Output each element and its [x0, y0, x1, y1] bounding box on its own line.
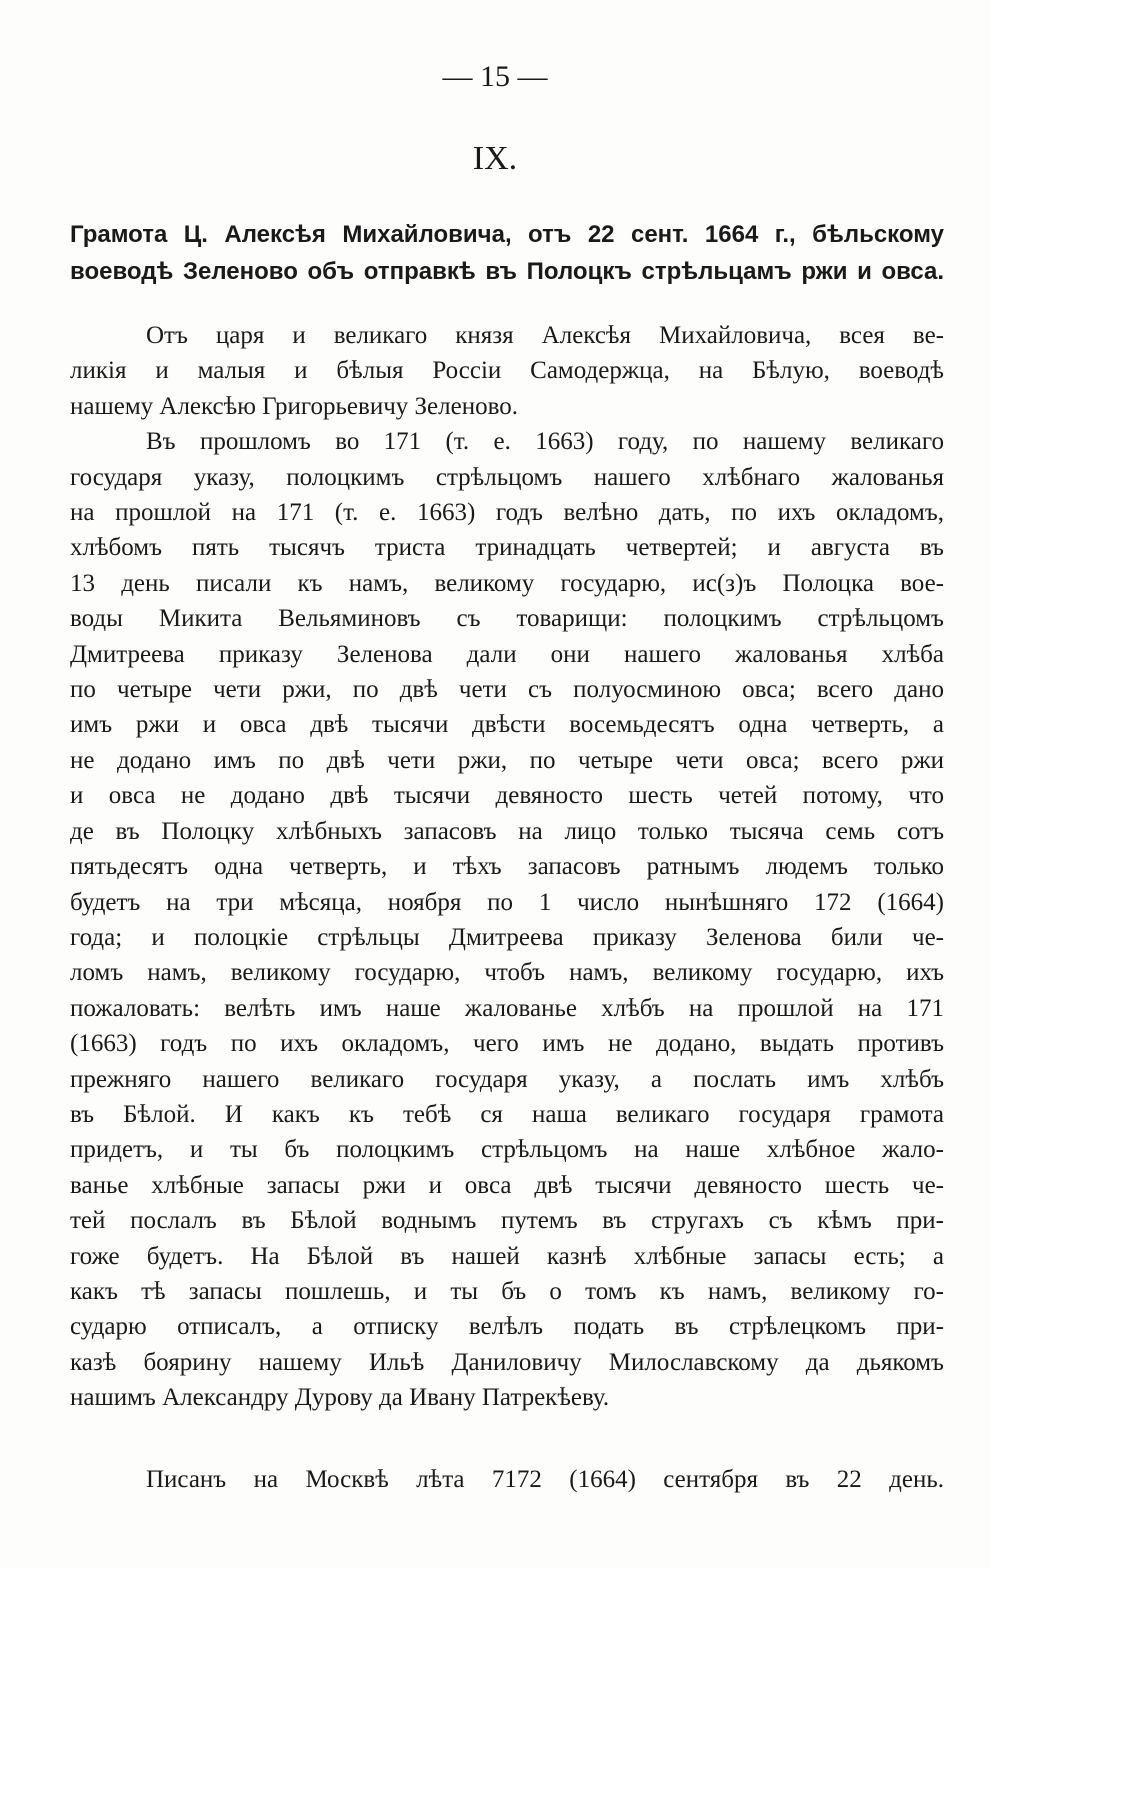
body-line: Дмитреева приказу Зеленова дали они нашего жалованья хлѣба [70, 640, 944, 668]
body-line: въ Бѣлой. И какъ къ тебѣ ся наша великаго государя грамота [70, 1100, 944, 1128]
body-line: Въ прошломъ во 171 (т. е. 1663) году, по нашему великаго [146, 428, 944, 456]
body-line: Отъ царя и великаго князя Алексѣя Михайловича, всея ве- [146, 322, 944, 349]
body-line: казѣ боярину нашему Ильѣ Даниловичу Милославскому да дьякомъ [70, 1348, 944, 1376]
title-line: воеводѣ Зеленово объ отправкѣ въ Полоцкъ стрѣльцамъ ржи и овса. [70, 258, 944, 285]
body-line: 13 день писали къ намъ, великому государю, ис(з)ъ Полоцка вое- [70, 569, 944, 597]
body-line: пожаловать: велѣть имъ наше жалованье хлѣбъ на прошлой на 171 [70, 994, 944, 1022]
section-number: IX. [472, 140, 518, 177]
body-line: имъ ржи и овса двѣ тысячи двѣсти восемьдесятъ одна четверть, а [70, 711, 944, 739]
body-line: нашему Алексѣю Григорьевичу Зеленово. [70, 392, 518, 420]
body-line: придетъ, и ты бъ полоцкимъ стрѣльцомъ на наше хлѣбное жало- [70, 1136, 944, 1164]
body-line: (1663) годъ по ихъ окладомъ, чего имъ не додано, выдать противъ [70, 1030, 944, 1058]
body-line: по четыре чети ржи, по двѣ чети съ полуосминою овса; всего дано [70, 676, 944, 704]
body-line: прежняго нашего великаго государя указу, а послать имъ хлѣбъ [70, 1065, 944, 1093]
body-line: ломъ намъ, великому государю, чтобъ намъ, великому государю, ихъ [70, 959, 944, 987]
body-line: государя указу, полоцкимъ стрѣльцомъ нашего хлѣбнаго жалованья [70, 463, 944, 491]
body-line: сударю отписалъ, а отписку велѣлъ подать въ стрѣлецкомъ при- [70, 1313, 944, 1341]
body-line: тей послалъ въ Бѣлой воднымъ путемъ въ стругахъ съ кѣмъ при- [70, 1207, 944, 1235]
body-line: нашимъ Александру Дурову да Ивану Патрекѣеву. [70, 1384, 610, 1412]
body-line: какъ тѣ запасы пошлешь, и ты бъ о томъ къ намъ, великому го- [70, 1277, 944, 1305]
body-line: и овса не додано двѣ тысячи девяносто шесть четей потому, что [70, 782, 944, 810]
body-line: не додано имъ по двѣ чети ржи, по четыре чети овса; всего ржи [70, 746, 944, 774]
body-line: ликія и малыя и бѣлыя Россіи Самодержца, на Бѣлую, воеводѣ [70, 357, 944, 385]
body-line: на прошлой на 171 (т. е. 1663) годъ велѣно дать, по ихъ окладомъ, [70, 499, 944, 527]
body-line: будетъ на три мѣсяца, ноября по 1 число нынѣшняго 172 (1664) [70, 888, 944, 916]
body-line: года; и полоцкіе стрѣльцы Дмитреева приказу Зеленова били че- [70, 923, 944, 951]
body-line: гоже будетъ. На Бѣлой въ нашей казнѣ хлѣбные запасы есть; а [70, 1242, 944, 1270]
body-line: пятьдесятъ одна четверть, и тѣхъ запасовъ ратнымъ людемъ только [70, 853, 944, 881]
document-title [70, 216, 944, 290]
body-line: де въ Полоцку хлѣбныхъ запасовъ на лицо только тысяча семь сотъ [70, 817, 944, 845]
document-body [70, 318, 944, 1416]
body-line: ванье хлѣбные запасы ржи и овса двѣ тысячи девяносто шесть че- [70, 1171, 944, 1199]
body-line: хлѣбомъ пять тысячъ триста тринадцать четвертей; и августа въ [70, 534, 944, 562]
page-number: — 15 — [442, 60, 548, 93]
closing-line: Писанъ на Москвѣ лѣта 7172 (1664) сентября въ 22 день. [146, 1466, 944, 1493]
title-line: Грамота Ц. Алексѣя Михайловича, отъ 22 сент. 1664 г., бѣльскому [70, 221, 944, 248]
body-line: воды Микита Вельяминовъ съ товарищи: полоцкимъ стрѣльцомъ [70, 605, 944, 633]
